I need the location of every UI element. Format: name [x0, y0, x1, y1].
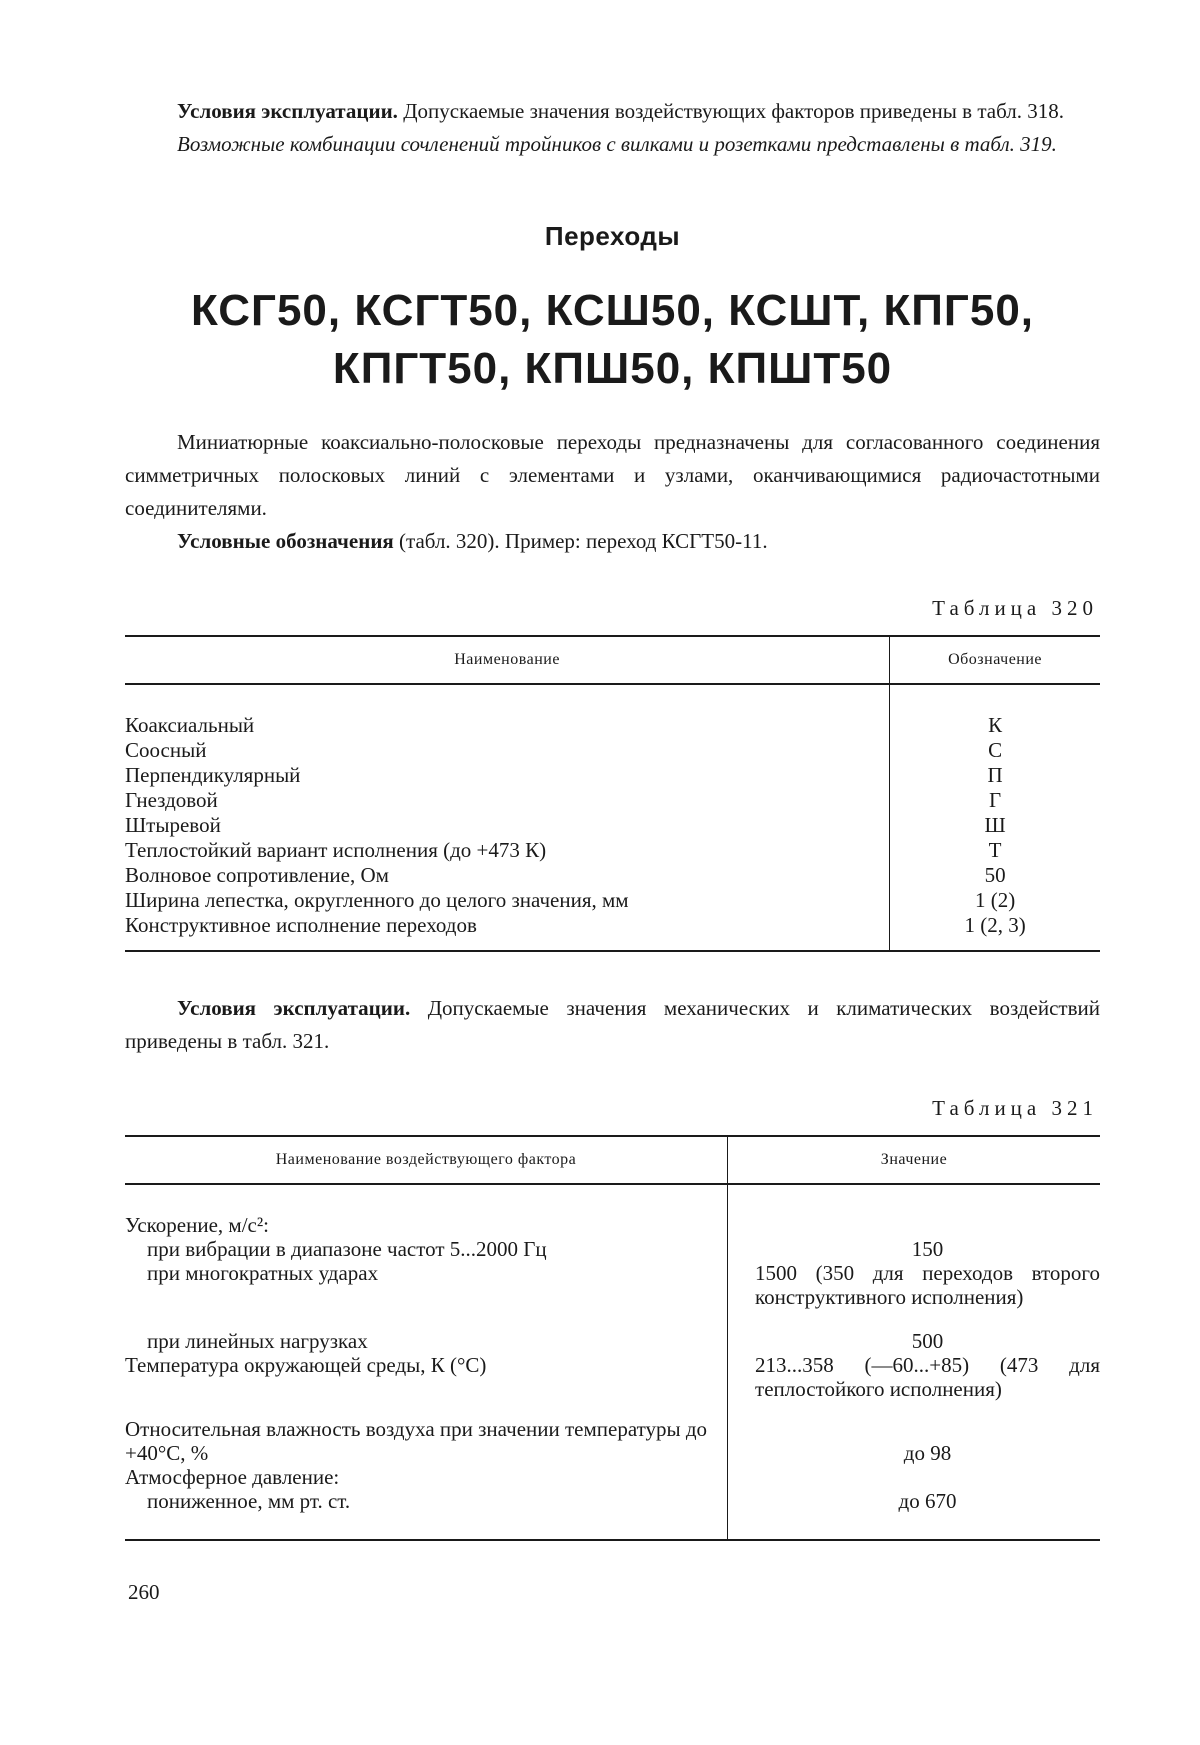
row-value: 500: [728, 1329, 1100, 1353]
header-factor: Наименование воздействующего фактора: [125, 1136, 728, 1184]
row-name: Ширина лепестка, округленного до целого значения, мм: [125, 888, 629, 912]
row-name: Штыревой: [125, 813, 221, 837]
paragraph-operating-conditions-318: [125, 95, 1100, 128]
paragraph-lead: Условия эксплуатации.: [177, 996, 411, 1020]
table-row: [125, 1417, 1100, 1465]
main-heading-line-2: КПГТ50, КПШ50, КПШТ50: [332, 344, 893, 393]
row-code: К: [890, 684, 1100, 738]
table-row: [125, 788, 1100, 813]
table-header-row: [125, 636, 1100, 684]
row-name: Гнездовой: [125, 788, 218, 812]
row-factor: при линейных нагрузках: [147, 1329, 368, 1353]
table-321-caption: Таблица 321: [932, 1096, 1098, 1120]
table-row: [125, 1237, 1100, 1261]
row-value: 213...358 (—60...+85) (473 для теплостойкого исполнения): [728, 1353, 1100, 1417]
row-factor: Ускорение, м/с²:: [125, 1213, 269, 1237]
row-value: до 98: [728, 1417, 1100, 1465]
header-code: Обозначение: [890, 636, 1100, 684]
table-row: [125, 684, 1100, 738]
table-row: [125, 1184, 1100, 1237]
row-name: Волновое сопротивление, Ом: [125, 863, 389, 887]
row-value: [728, 1465, 1100, 1489]
table-321: [125, 1135, 1100, 1541]
row-name: Коаксиальный: [125, 713, 255, 737]
row-code: С: [890, 738, 1100, 763]
header-name: Наименование: [125, 636, 890, 684]
table-row: [125, 763, 1100, 788]
table-row: [125, 738, 1100, 763]
paragraph-text: Допускаемые значения механических и климатических воздействий приведены в табл. 321.: [125, 996, 1100, 1053]
main-heading: [125, 282, 1100, 398]
row-factor: Температура окружающей среды, К (°С): [125, 1353, 487, 1377]
row-name: Соосный: [125, 738, 207, 762]
row-name: Теплостойкий вариант исполнения (до +473 К): [125, 838, 547, 862]
table-320-caption: Таблица 320: [932, 596, 1098, 620]
row-value: до 670: [728, 1489, 1100, 1540]
row-factor: Атмосферное давление:: [125, 1465, 340, 1489]
page-body: [125, 95, 1100, 1541]
row-code: 1 (2): [890, 888, 1100, 913]
row-value: [728, 1184, 1100, 1237]
row-name: Перпендикулярный: [125, 763, 301, 787]
table-row: [125, 1329, 1100, 1353]
main-heading-line-1: КСГ50, КСГТ50, КСШ50, КСШТ, КПГ50,: [190, 286, 1035, 335]
row-factor: пониженное, мм рт. ст.: [147, 1489, 351, 1513]
row-factor: при вибрации в диапазоне частот 5...2000 Гц: [147, 1237, 547, 1261]
row-code: Т: [890, 838, 1100, 863]
paragraph-combinations-319: [125, 128, 1100, 161]
table-320: [125, 635, 1100, 952]
paragraph-lead: Условия эксплуатации.: [177, 99, 398, 123]
table-row: [125, 1353, 1100, 1417]
paragraph-text: Возможные комбинации сочленений тройников с вилками и розетками представлены в табл. 319.: [177, 132, 1057, 156]
paragraph-description: Миниатюрные коаксиально-полосковые переходы предназначены для согласованного соединения симметричных полосковых линий с элементами и узлами, оканчивающимися радиочастотными соединителями.: [125, 430, 1100, 520]
table-row: [125, 838, 1100, 863]
row-value: 150: [728, 1237, 1100, 1261]
table-row: [125, 1489, 1100, 1540]
section-heading: Переходы: [544, 221, 681, 251]
paragraph-designations: [125, 525, 1100, 558]
paragraph-text: Допускаемые значения воздействующих факторов приведены в табл. 318.: [397, 99, 1064, 123]
row-code: Г: [890, 788, 1100, 813]
row-code: П: [890, 763, 1100, 788]
paragraph-operating-conditions-321: [125, 992, 1100, 1058]
row-code: 1 (2, 3): [890, 913, 1100, 951]
table-row: [125, 1465, 1100, 1489]
table-row: [125, 1261, 1100, 1329]
row-factor: при многократных ударах: [147, 1261, 379, 1285]
row-code: 50: [890, 863, 1100, 888]
row-value: 1500 (350 для переходов второго конструктивного исполнения): [728, 1261, 1100, 1329]
row-factor: Относительная влажность воздуха при значении температуры до +40°С, %: [125, 1417, 708, 1465]
table-header-row: [125, 1136, 1100, 1184]
table-row: [125, 813, 1100, 838]
row-code: Ш: [890, 813, 1100, 838]
page-number: 260: [128, 1580, 160, 1604]
paragraph-text: (табл. 320). Пример: переход КСГТ50-11.: [393, 529, 768, 553]
description: [125, 426, 1100, 558]
header-value: Значение: [728, 1136, 1100, 1184]
paragraph-lead: Условные обозначения: [177, 529, 394, 553]
table-row: [125, 913, 1100, 951]
row-name: Конструктивное исполнение переходов: [125, 913, 477, 937]
table-row: [125, 863, 1100, 888]
table-row: [125, 888, 1100, 913]
